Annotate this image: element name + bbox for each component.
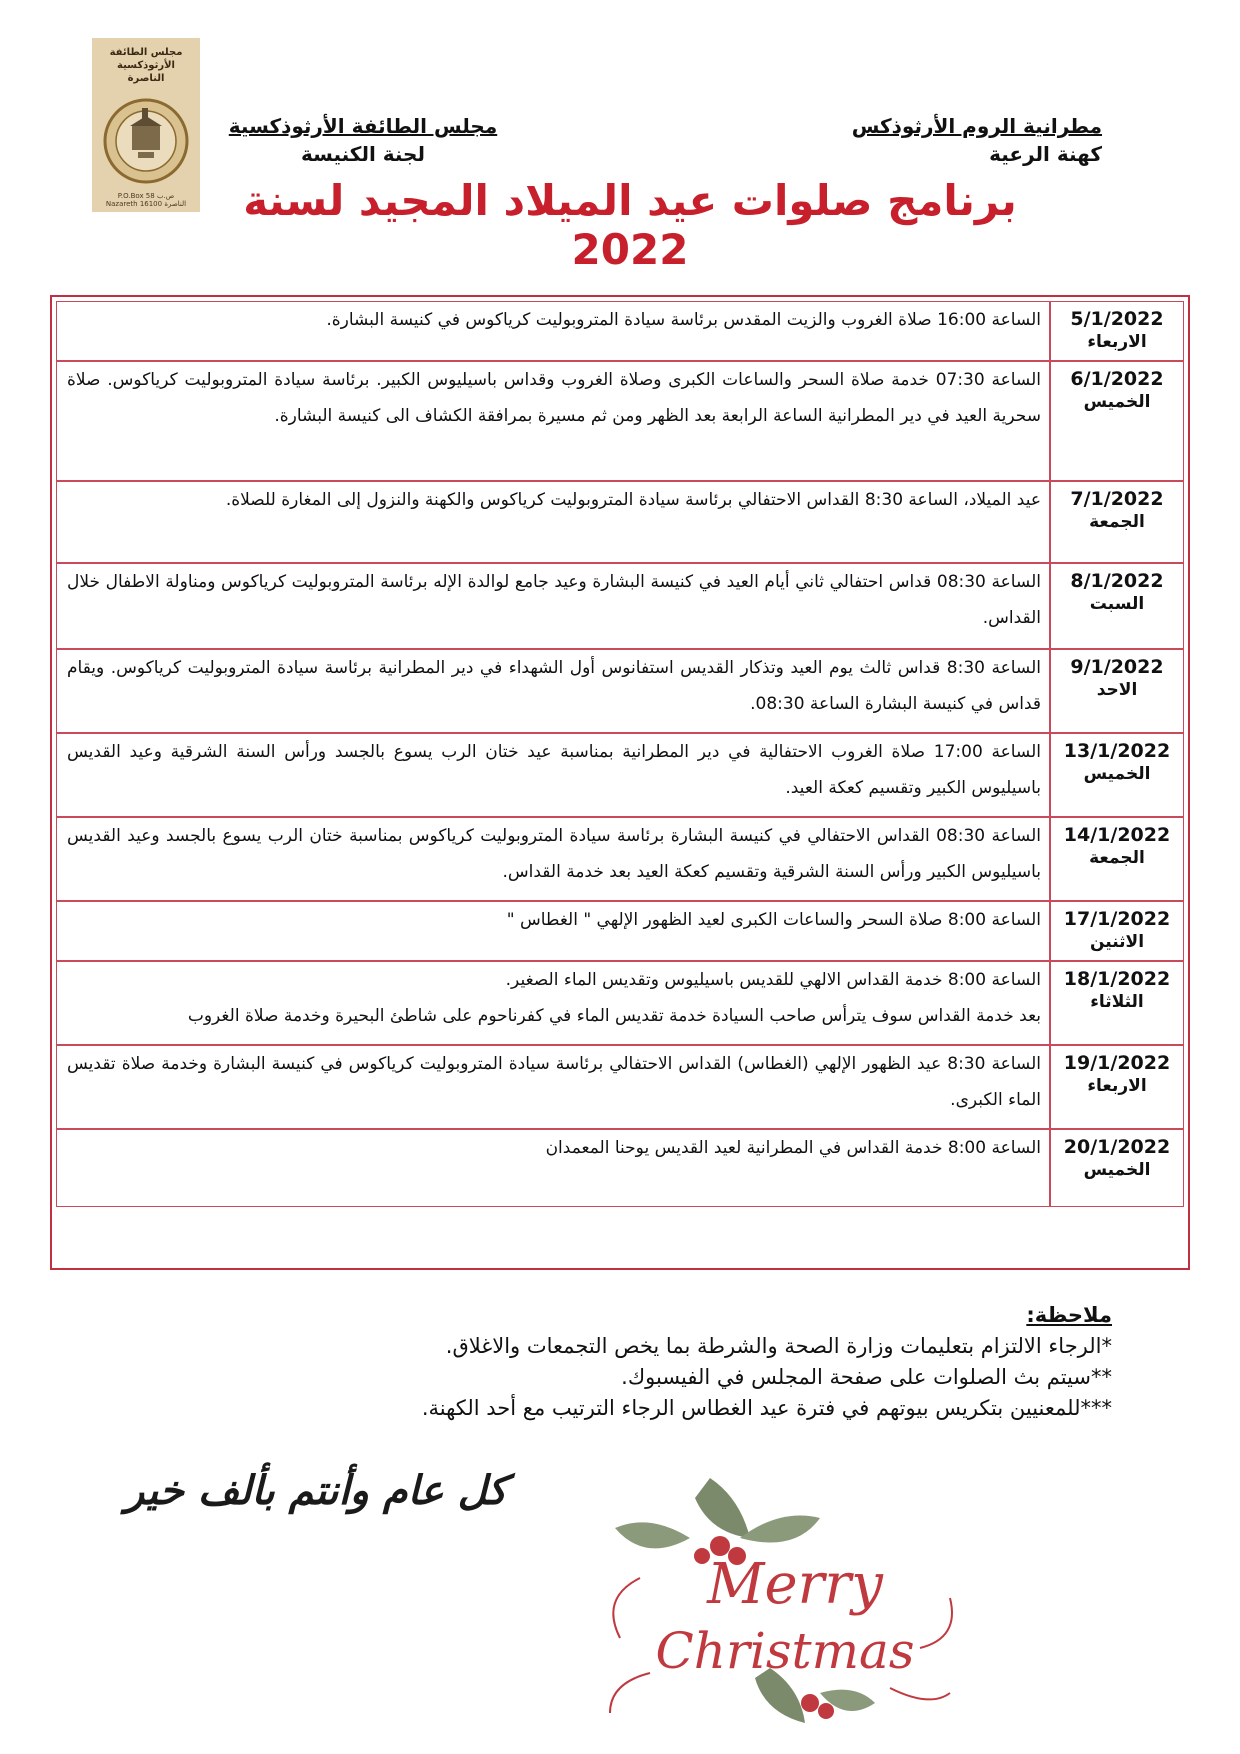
date-cell <box>1050 649 1184 733</box>
church-committee: لجنة الكنيسة <box>301 142 425 166</box>
header-right <box>852 112 1102 168</box>
merry-text: Merry <box>707 1552 883 1617</box>
schedule-table <box>56 301 1184 1207</box>
date-cell <box>1050 1129 1184 1207</box>
note-item: **سيتم بث الصلوات على صفحة المجلس في الفيسبوك. <box>621 1365 1112 1389</box>
day-text: الجمعة <box>1089 848 1145 868</box>
day-text: الخميس <box>1083 1160 1151 1180</box>
note-item: ***للمعنيين بتكريس بيوتهم في فترة عيد الغطاس الرجاء الترتيب مع أحد الكهنة. <box>421 1396 1112 1420</box>
note-item: *الرجاء الالتزام بتعليمات وزارة الصحة والشرطة بما يخص التجمعات والاغلاق. <box>445 1334 1112 1358</box>
header-left <box>228 112 498 168</box>
day-text: الخميس <box>1083 764 1151 784</box>
event-cell: الساعة 8:00 صلاة السحر والساعات الكبرى لعيد الظهور الإلهي " الغطاس " <box>56 901 1050 961</box>
date-text: 8/1/2022 <box>1070 570 1164 592</box>
date-cell <box>1050 901 1184 961</box>
christmas-text: Christmas <box>655 1622 915 1680</box>
day-text: الاربعاء <box>1087 1076 1147 1096</box>
logo-seal-icon <box>92 96 200 186</box>
table-row <box>56 961 1184 1045</box>
table-row <box>56 1045 1184 1129</box>
holiday-greeting: كل عام وأنتم بألف خير <box>125 1468 507 1514</box>
notes-section <box>422 1300 1112 1424</box>
date-text: 7/1/2022 <box>1070 488 1164 510</box>
day-text: الخميس <box>1083 392 1151 412</box>
logo-footer-1: P.O.Box 58 ص.ب <box>117 192 175 200</box>
date-text: 18/1/2022 <box>1063 968 1171 990</box>
logo-footer <box>92 192 200 208</box>
table-row <box>56 649 1184 733</box>
notes-heading: ملاحظة: <box>1026 1303 1112 1327</box>
table-row <box>56 301 1184 361</box>
event-cell <box>56 961 1050 1045</box>
date-text: 14/1/2022 <box>1063 824 1171 846</box>
date-cell <box>1050 961 1184 1045</box>
council-logo <box>92 38 200 212</box>
event-line-2: بعد خدمة القداس سوف يترأس صاحب السيادة خدمة تقديس الماء في كفرناحوم على شاطئ البحيرة وخدمة صلاة الغروب <box>187 1006 1041 1026</box>
table-row <box>56 1129 1184 1207</box>
diocese-name: مطرانية الروم الأرثوذكس <box>851 114 1102 138</box>
day-text: الاربعاء <box>1087 332 1147 352</box>
date-cell <box>1050 1045 1184 1129</box>
date-cell <box>1050 733 1184 817</box>
event-cell: الساعة 8:00 خدمة القداس في المطرانية لعيد القديس يوحنا المعمدان <box>56 1129 1050 1207</box>
event-cell: الساعة 8:30 قداس ثالث يوم العيد وتذكار القديس استفانوس أول الشهداء في دير المطرانية برئاسة سيادة المتروبوليت كرياكوس. ويقام قداس في كنيسة البشارة الساعة 08:30. <box>56 649 1050 733</box>
date-text: 9/1/2022 <box>1070 656 1164 678</box>
date-cell <box>1050 361 1184 481</box>
parish-priests: كهنة الرعية <box>989 142 1102 166</box>
day-text: السبت <box>1089 594 1145 614</box>
date-cell <box>1050 481 1184 563</box>
logo-text <box>92 46 200 85</box>
event-cell: الساعة 08:30 القداس الاحتفالي في كنيسة البشارة برئاسة سيادة المتروبوليت كرياكوس بمناسبة ختان الرب يسوع بالجسد وعيد القديس باسيليوس الكبير ورأس السنة الشرقية وتقسيم كعكة العيد بعد خدمة القداس. <box>56 817 1050 901</box>
event-cell: الساعة 07:30 خدمة صلاة السحر والساعات الكبرى وصلاة الغروب وقداس باسيليوس الكبير. برئاسة سيادة المتروبوليت كرياكوس. صلاة سحرية العيد في دير المطرانية الساعة الرابعة بعد الظهر ومن ثم مسيرة بمرافقة الكشاف الى كنيسة البشارة. <box>56 361 1050 481</box>
table-row <box>56 901 1184 961</box>
event-cell: عيد الميلاد، الساعة 8:30 القداس الاحتفالي برئاسة سيادة المتروبوليت كرياكوس والكهنة والنزول إلى المغارة للصلاة. <box>56 481 1050 563</box>
date-cell <box>1050 817 1184 901</box>
table-row <box>56 481 1184 563</box>
logo-footer-2: Nazareth 16100 الناصرة <box>105 200 187 208</box>
table-row <box>56 563 1184 649</box>
date-text: 6/1/2022 <box>1070 368 1164 390</box>
event-cell: الساعة 17:00 صلاة الغروب الاحتفالية في دير المطرانية بمناسبة عيد ختان الرب يسوع بالجسد ورأس السنة الشرقية وعيد القديس باسيليوس الكبير وتقسيم كعكة العيد. <box>56 733 1050 817</box>
council-name: مجلس الطائفة الأرثوذكسية <box>228 114 498 138</box>
date-text: 17/1/2022 <box>1063 908 1171 930</box>
page-title: برنامج صلوات عيد الميلاد المجيد لسنة 2022 <box>243 176 1017 274</box>
date-cell <box>1050 301 1184 361</box>
event-line-1: الساعة 8:00 خدمة القداس الالهي للقديس باسيليوس وتقديس الماء الصغير. <box>505 970 1041 990</box>
event-cell: الساعة 8:30 عيد الظهور الإلهي (الغطاس) القداس الاحتفالي برئاسة سيادة المتروبوليت كرياكوس في كنيسة البشارة وخدمة صلاة تقديس الماء الكبرى. <box>56 1045 1050 1129</box>
date-cell <box>1050 563 1184 649</box>
table-row <box>56 817 1184 901</box>
logo-line-2: الأرثوذكسية <box>117 60 175 71</box>
date-text: 19/1/2022 <box>1063 1052 1171 1074</box>
event-cell: الساعة 16:00 صلاة الغروب والزيت المقدس برئاسة سيادة المتروبوليت كرياكوس في كنيسة البشارة. <box>56 301 1050 361</box>
date-text: 13/1/2022 <box>1063 740 1171 762</box>
event-cell: الساعة 08:30 قداس احتفالي ثاني أيام العيد في كنيسة البشارة وعيد جامع لوالدة الإله برئاسة المتروبوليت كرياكوس ومناولة الاطفال خلال القداس. <box>56 563 1050 649</box>
table-row <box>56 361 1184 481</box>
day-text: الجمعة <box>1089 512 1145 532</box>
date-text: 5/1/2022 <box>1070 308 1164 330</box>
schedule-frame <box>50 295 1190 1270</box>
date-text: 20/1/2022 <box>1063 1136 1171 1158</box>
table-row <box>56 733 1184 817</box>
logo-line-3: الناصرة <box>127 73 165 84</box>
day-text: الاحد <box>1096 680 1138 700</box>
logo-line-1: مجلس الطائفة <box>109 47 183 58</box>
day-text: الاثنين <box>1089 932 1145 952</box>
merry-christmas-decoration <box>590 1468 970 1728</box>
day-text: الثلاثاء <box>1090 992 1144 1012</box>
